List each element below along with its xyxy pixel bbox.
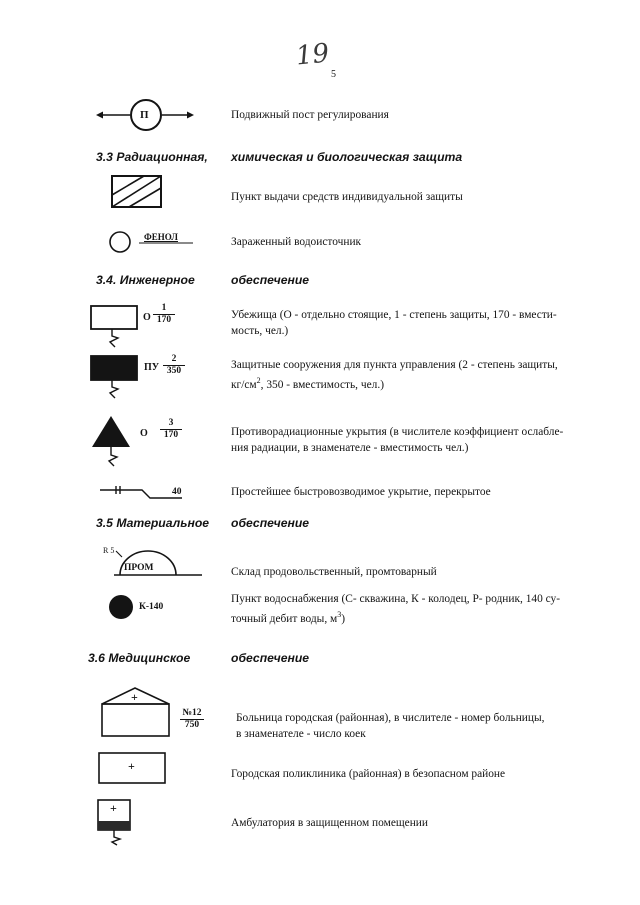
city-hospital-description-line2: в знаменателе - число коек — [236, 728, 366, 740]
shelter-description-line1: Убежища (О - отдельно стоящие, 1 - степень защиты, 170 - вмести- — [231, 309, 557, 321]
polyclinic-description: Городская поликлиника (районная) в безопасном районе — [231, 768, 506, 780]
ambulatory-description: Амбулатория в защищенном помещении — [231, 817, 428, 829]
water-supply-description — [231, 591, 560, 627]
section-3-4-heading-right: обеспечение — [231, 273, 310, 287]
simple-shelter-number: 40 — [172, 487, 182, 497]
section-3-4-heading-left: 3.4. Инженерное — [96, 273, 195, 287]
warehouse-symbol — [110, 543, 205, 579]
anti-radiation-denominator: 170 — [163, 430, 179, 440]
protective-structure-denominator: 350 — [166, 366, 182, 376]
section-3-5-heading-left: 3.5 Материальное — [96, 516, 210, 530]
warehouse-r-label: R 5 — [103, 546, 115, 555]
protective-structure-description-line1: Защитные сооружения для пункта управления (2 - степень защиты, — [231, 359, 558, 371]
anti-radiation-numerator: 3 — [160, 418, 182, 430]
water-supply-flow: точный дебит воды, м — [231, 612, 338, 625]
protective-structure-fraction — [163, 354, 185, 377]
protective-structure-unit: кг/см — [231, 378, 257, 391]
shelter-fraction — [153, 303, 175, 326]
shelter-denominator: 170 — [156, 315, 172, 325]
water-supply-description-line2 — [231, 607, 560, 627]
protective-structure-unit-sup: 2 — [256, 376, 261, 385]
section-3-3-heading-right: химическая и биологическая защита — [231, 150, 463, 164]
contaminated-water-description: Зараженный водоисточник — [231, 236, 362, 248]
anti-radiation-description-line2: ния радиации, в знаменателе - вместимость чел.) — [231, 442, 469, 454]
shelter-description-line2: мость, чел.) — [231, 325, 289, 337]
city-hospital-description-line1: Больница городская (районная), в числителе - номер больницы, — [236, 712, 545, 724]
section-3-3-heading-left: 3.3 Радиационная, — [96, 150, 208, 164]
mobile-post-description: Подвижный пост регулирования — [231, 109, 389, 121]
city-hospital-plus: + — [131, 690, 138, 704]
anti-radiation-fraction — [160, 418, 182, 441]
water-supply-unit-sup: 3 — [337, 610, 342, 619]
protective-structure-description — [231, 357, 558, 393]
anti-radiation-description-line1: Противорадиационные укрытия (в числителе коэффициент ослабле- — [231, 426, 564, 438]
mobile-post-letter: П — [140, 109, 149, 121]
shelter-symbol — [90, 305, 140, 349]
contaminated-water-label: ФЕНОЛ — [144, 232, 178, 242]
protective-structure-description-line2 — [231, 373, 558, 393]
shelter-description — [231, 307, 557, 339]
warehouse-label: ПРОМ — [124, 563, 154, 573]
section-3-6-heading-left: 3.6 Медицинское — [88, 651, 191, 665]
protective-structure-capacity: , 350 - вместимость, чел.) — [260, 378, 384, 391]
water-supply-symbol — [108, 594, 136, 622]
ppe-point-symbol — [111, 175, 163, 209]
warehouse-description: Склад продовольственный, промтоварный — [231, 566, 437, 578]
section-3-5-heading-right: обеспечение — [231, 516, 310, 530]
simple-shelter-description: Простейшее быстровозводимое укрытие, перекрытое — [231, 486, 491, 498]
ambulatory-plus: + — [110, 801, 117, 815]
water-supply-close-paren: ) — [341, 612, 346, 625]
anti-radiation-description — [231, 424, 563, 456]
city-hospital-fraction — [180, 708, 204, 731]
city-hospital-description — [236, 710, 545, 742]
city-hospital-numerator: №12 — [180, 708, 204, 720]
shelter-numerator: 1 — [153, 303, 175, 315]
anti-radiation-prefix: О — [140, 428, 148, 439]
handwritten-page-number: 19 — [294, 38, 331, 72]
polyclinic-plus: + — [128, 759, 135, 773]
ppe-point-description: Пункт выдачи средств индивидуальной защиты — [231, 191, 463, 203]
protective-structure-symbol — [90, 355, 140, 399]
protective-structure-numerator: 2 — [163, 354, 185, 366]
water-supply-description-line1: Пункт водоснабжения (С- скважина, К - колодец, Р- родник, 140 су- — [231, 593, 561, 605]
printed-page-number: 5 — [331, 69, 336, 80]
anti-radiation-symbol — [92, 415, 132, 467]
shelter-prefix: О — [143, 312, 151, 323]
city-hospital-denominator: 750 — [184, 720, 200, 730]
water-supply-label: К-140 — [139, 602, 164, 612]
section-3-6-heading-right: обеспечение — [231, 651, 310, 665]
protective-structure-prefix: ПУ — [144, 362, 160, 373]
